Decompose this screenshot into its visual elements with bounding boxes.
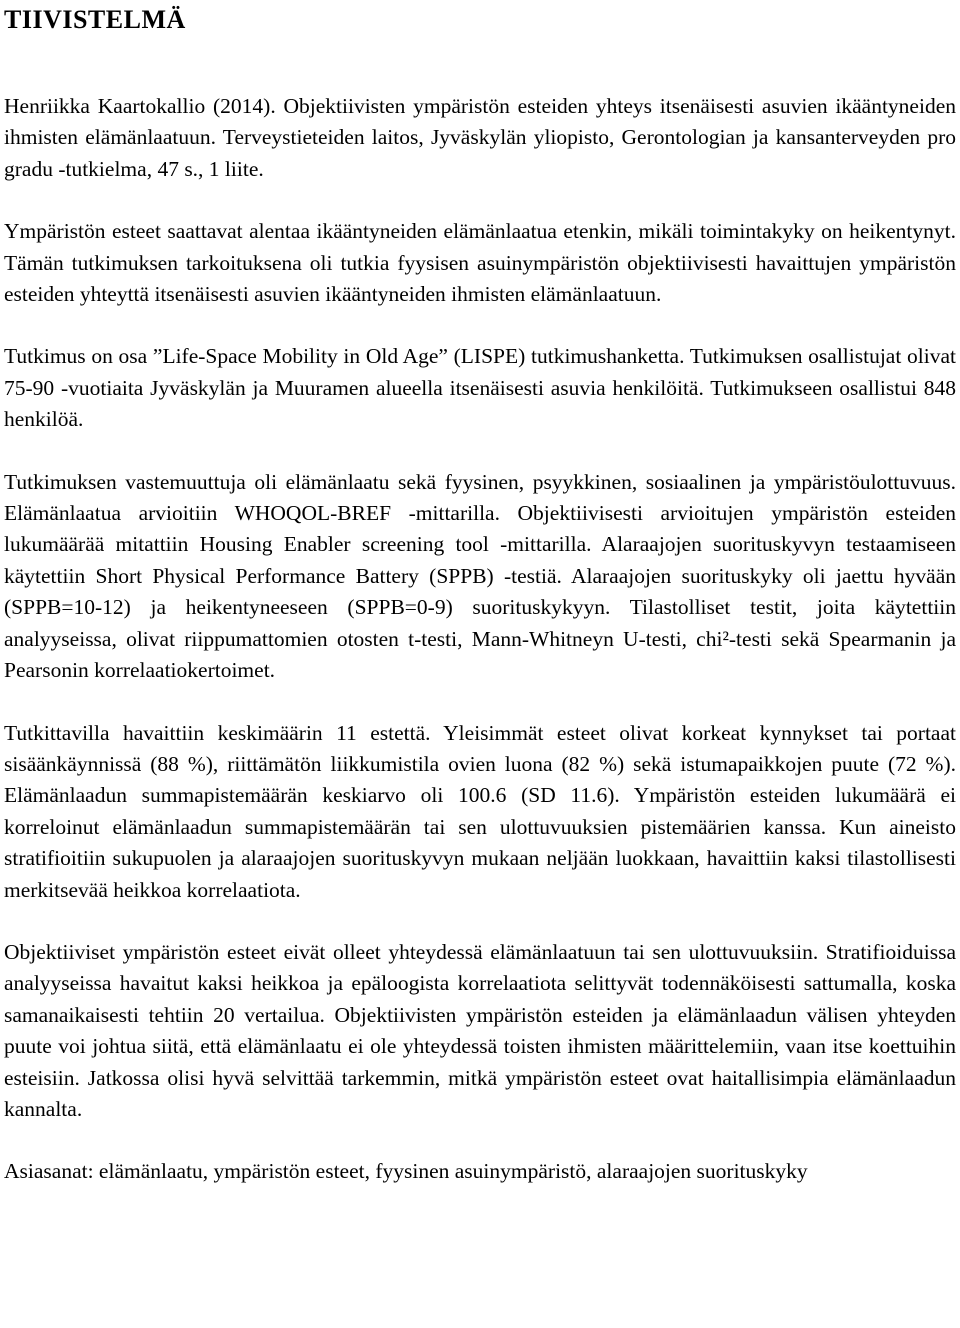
paragraph-results: Tutkittavilla havaittiin keskimäärin 11 estettä. Yleisimmät esteet olivat korkeat kynnykset tai portaat sisäänkäynnissä (88 %), riittämätön liikkumistila ovien luona (82 %) sekä istumapaikkojen puute (72 %). Elämänlaadun summapistemäärän keskiarvo oli 100.6 (SD 11.6). Ympäristön esteiden lukumäärä ei korreloinut elämänlaadun summapistemäärän tai sen ulottuvuuksien pistemäärien kanssa. Kun aineisto stratifioitiin sukupuolen ja alaraajojen suorituskyvyn mukaan neljään luokkaan, havaittiin kaksi tilastollisesti merkitsevää heikkoa korrelaatiota. [4,720,956,902]
keywords-paragraph: Asiasanat: elämänlaatu, ympäristön esteet, fyysinen asuinympäristö, alaraajojen suorituskyky [4,1159,808,1184]
page-title: TIIVISTELMÄ [4,5,186,34]
paragraph-methods: Tutkimuksen vastemuuttuja oli elämänlaatu sekä fyysinen, psyykkinen, sosiaalinen ja ympäristöulottuvuus. Elämänlaatua arvioitiin WHOQOL-BREF -mittarilla. Objektiivisesti arvioitujen ympäristön esteiden lukumäärää mitattiin Housing Enabler screening tool -mittarilla. Alaraajojen suorituskyvyn testaamiseen käytettiin Short Physical Performance Battery (SPPB) -testiä. Alaraajojen suorituskyky oli jaettu hyvään (SPPB=10-12) ja heikentyneeseen (SPPB=0-9) suorituskykyyn. Tilastolliset testit, joita käytettiin analyyseissa, olivat riippumattomien otosten t-testi, Mann-Whitneyn U-testi, chi²-testi sekä Spearmanin ja Pearsonin korrelaatiokertoimet. [4,469,956,683]
paragraph-conclusions: Objektiiviset ympäristön esteet eivät olleet yhteydessä elämänlaatuun tai sen ulottuvuuksiin. Stratifioiduissa analyyseissa havaitut kaksi heikkoa ja epäloogista korrelaatiota selittyvät todennäköisesti sattumalla, koska samanaikaisesti tehtiin 20 vertailua. Objektiivisten ympäristön esteiden ja elämänlaadun välisen yhteyden puute voi johtua siitä, että elämänlaatu ei ole yhteydessä toisten ihmisten määrittelemiin, vaan itse koettuihin esteisiin. Jatkossa olisi hyvä selvittää tarkemmin, mitkä ympäristön esteet ovat haitallisimpia elämänlaadun kannalta. [4,939,956,1121]
citation-paragraph: Henriikka Kaartokallio (2014). Objektiivisten ympäristön esteiden yhteys itsenäisesti asuvien ikääntyneiden ihmisten elämänlaatuun. Terveystieteiden laitos, Jyväskylän yliopisto, Gerontologian ja kansanterveyden pro gradu -tutkielma, 47 s., 1 liite. [4,94,956,181]
paragraph-study-population: Tutkimus on osa ”Life-Space Mobility in Old Age” (LISPE) tutkimushanketta. Tutkimuksen osallistujat olivat 75-90 -vuotiaita Jyväskylän ja Muuramen alueella itsenäisesti asuvia henkilöitä. Tutkimukseen osallistui 848 henkilöä. [4,344,956,432]
abstract-page [4,0,956,1188]
paragraph-background: Ympäristön esteet saattavat alentaa ikääntyneiden elämänlaatua etenkin, mikäli toimintakyky on heikentynyt. Tämän tutkimuksen tarkoituksena oli tutkia fyysisen asuinympäristön objektiivisesti havaittujen ympäristön esteiden yhteyttä itsenäisesti asuvien ikääntyneiden ihmisten elämänlaatuun. [4,219,956,307]
